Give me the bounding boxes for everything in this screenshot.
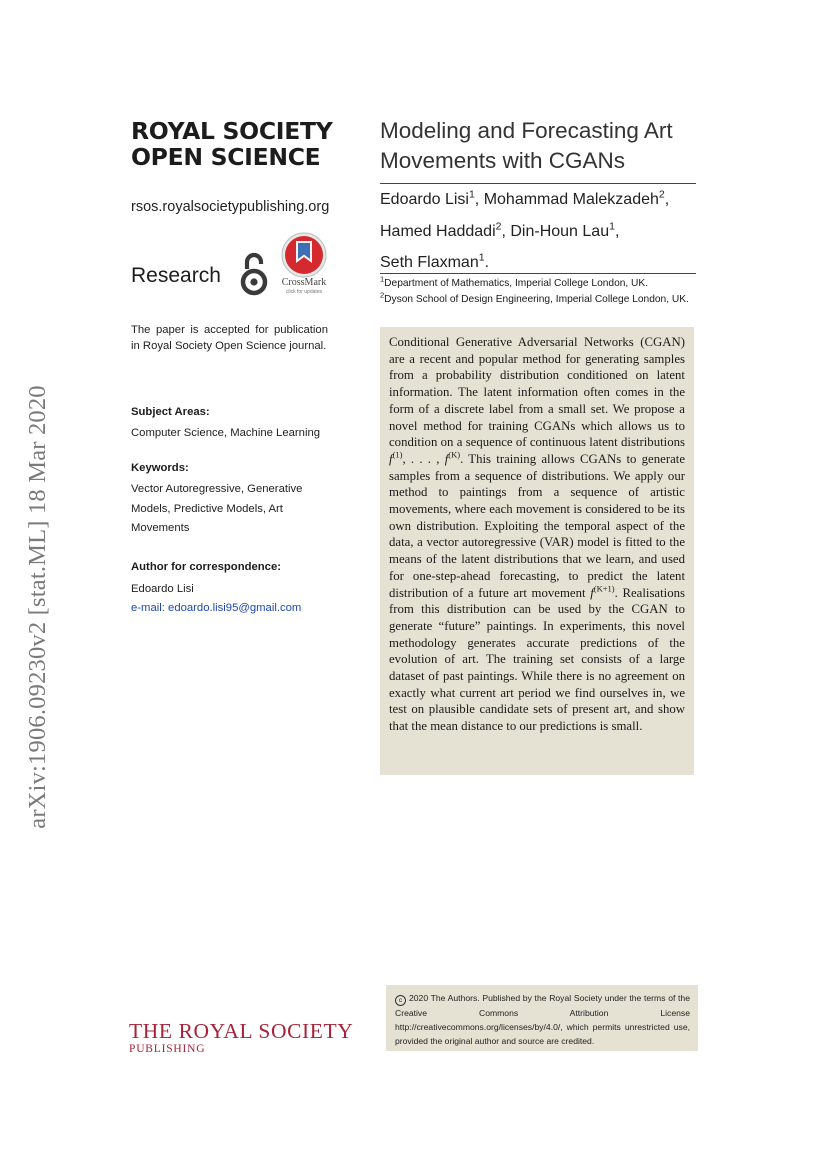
author-affiliation-mark: 1 (468, 188, 475, 201)
affiliation-item (380, 276, 710, 292)
author-separator: , (501, 222, 511, 240)
author-affiliation-mark: 2 (658, 188, 665, 201)
authors-divider (380, 273, 696, 274)
author-name: Din-Houn Lau (510, 222, 610, 240)
author-line (380, 184, 710, 216)
journal-url[interactable]: rsos.royalsocietypublishing.org (131, 199, 330, 215)
author-name: Seth Flaxman (380, 254, 479, 271)
abstract-segment: . Realisations from this distribution can be used by the CGAN to generate “future” paintings. In experiments, this novel methodology generates accurate predictions of the evolution of art. The training set consists of a large dataset of past paintings. While there is no agreement on exactly what current art period we find ourselves in, we test on plausible candidate sets of present art, and show that the mean distance to our predictions is small. (389, 585, 685, 734)
paper-title (380, 116, 710, 176)
royal-society-publishing-logo (129, 1020, 359, 1056)
abstract-box (380, 327, 694, 775)
keywords-text (131, 480, 328, 539)
open-access-lock-icon (240, 249, 268, 297)
keywords-line-1: Vector Autoregressive, Generative (131, 483, 303, 495)
author-name: Edoardo Lisi (380, 191, 469, 208)
author-separator: , (614, 222, 620, 240)
affiliation-text: Dyson School of Design Engineering, Imperial College London, UK. (384, 294, 689, 305)
crossmark-badge[interactable] (276, 232, 332, 298)
crossmark-sublabel: click for updates (285, 289, 323, 295)
abstract-math-superscript: (K+1) (593, 583, 615, 594)
author-separator: , (474, 191, 484, 208)
affiliation-number: 2 (380, 290, 385, 300)
author-name: Mohammad Malekzadeh (483, 191, 659, 208)
publisher-logo-sub: PUBLISHING (129, 1043, 206, 1055)
author-name: Hamed Haddadi (380, 222, 496, 240)
license-box (386, 985, 698, 1051)
abstract-segment: . This training allows CGANs to generate samples from a sequence of distributions. We apply our method to paintings from a sequence of artistic movements, where each movement is considered to be its own distribution. Exploiting the temporal aspect of the data, a vector autoregressive (VAR) model is fitted to the means of the latent distributions that we learn, and used for one-step-ahead forecasting, to predict the latent distribution of a future art movement (389, 451, 685, 600)
keywords-line-3: Movements (131, 522, 190, 534)
abstract-math: f (444, 451, 449, 466)
abstract-math-separator: , . . . , (402, 451, 445, 466)
author-list (380, 184, 710, 279)
author-line (380, 216, 710, 248)
affiliation-list (380, 276, 710, 308)
author-affiliation-mark: 2 (495, 220, 502, 233)
author-separator: , (664, 191, 670, 208)
abstract-math-superscript: (1) (392, 449, 403, 460)
author-separator: . (484, 254, 490, 271)
abstract-math: f (590, 585, 594, 600)
correspondence-email-link[interactable]: e-mail: edoardo.lisi95@gmail.com (131, 602, 302, 614)
article-type-label: Research (131, 264, 221, 287)
abstract-math-superscript: (K) (448, 449, 461, 460)
arxiv-stamp (24, 352, 52, 862)
keywords-heading: Keywords: (131, 462, 189, 474)
affiliation-item (380, 292, 710, 308)
arxiv-id-label: arXiv:1906.09230v2 [stat.ML] 18 Mar 2020 (24, 385, 51, 829)
journal-name-line-2: OPEN SCIENCE (131, 143, 321, 171)
abstract-text (389, 334, 685, 735)
author-affiliation-mark: 1 (478, 251, 485, 264)
journal-name (131, 118, 361, 170)
crossmark-label: CrossMark (281, 277, 327, 288)
acceptance-note: The paper is accepted for publication in Royal Society Open Science journal. (131, 324, 328, 352)
keywords-line-2: Models, Predictive Models, Art (131, 502, 283, 515)
abstract-segment: Conditional Generative Adversarial Networks (CGAN) are a recent and popular method for generating samples from a probability distribution conditioned on latent information. The latent information often comes in the form of a discrete label from a small set. We propose a novel method for training CGANs which allows us to condition on a sequence of continuous latent distributions (389, 335, 685, 450)
affiliation-number: 1 (380, 274, 385, 284)
license-text: 2020 The Authors. Published by the Royal Society under the terms of the Creative Commons Attribution License http://creativecommons.org/licenses/by/4.0/, which permits unrestricted use, provided the original author and source are credited. (395, 993, 690, 1046)
subject-areas-heading: Subject Areas: (131, 406, 210, 418)
subject-areas-text: Computer Science, Machine Learning (131, 427, 321, 439)
affiliation-text: Department of Mathematics, Imperial College London, UK. (384, 278, 649, 289)
crossmark-icon (276, 232, 332, 278)
author-affiliation-mark: 1 (609, 220, 615, 233)
correspondence-author: Edoardo Lisi (131, 583, 194, 595)
journal-name-line-1: ROYAL SOCIETY (131, 117, 333, 145)
publisher-logo-main: THE ROYAL SOCIETY (129, 1019, 354, 1043)
paper-title-line-1: Modeling and Forecasting Art (380, 118, 673, 143)
paper-title-line-2: Movements with CGANs (380, 148, 626, 173)
abstract-math: f (389, 451, 393, 466)
copyright-icon: c (395, 995, 406, 1006)
correspondence-heading: Author for correspondence: (131, 561, 282, 573)
